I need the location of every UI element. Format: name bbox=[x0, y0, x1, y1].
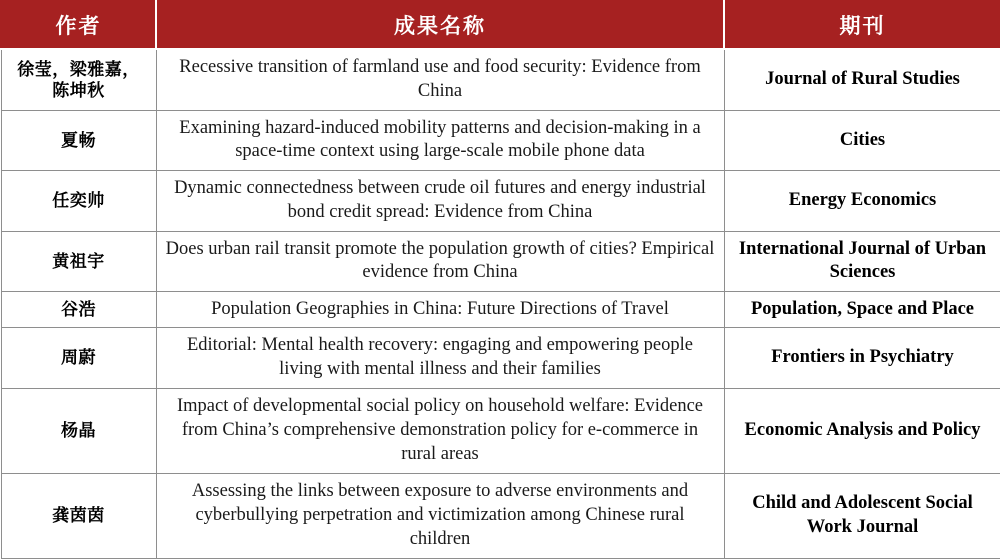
cell-title: Impact of developmental social policy on household welfare: Evidence from China’s comprehensive demonstration policy for e-commerce in rural areas bbox=[156, 388, 724, 473]
table-header bbox=[1, 1, 1000, 49]
cell-author: 任奕帅 bbox=[1, 171, 156, 232]
cell-journal: Frontiers in Psychiatry bbox=[724, 328, 1000, 389]
cell-journal: International Journal of Urban Sciences bbox=[724, 231, 1000, 292]
cell-title: Does urban rail transit promote the population growth of cities? Empirical evidence from China bbox=[156, 231, 724, 292]
table-body bbox=[1, 49, 1000, 559]
cell-author: 杨晶 bbox=[1, 388, 156, 473]
cell-author: 徐莹，梁雅嘉，陈坤秋 bbox=[1, 49, 156, 110]
table-row bbox=[1, 110, 1000, 171]
cell-title: Examining hazard-induced mobility patterns and decision-making in a space-time context using large-scale mobile phone data bbox=[156, 110, 724, 171]
cell-journal: Cities bbox=[724, 110, 1000, 171]
column-header-title: 成果名称 bbox=[156, 1, 724, 49]
table-row bbox=[1, 292, 1000, 328]
cell-title: Editorial: Mental health recovery: engaging and empowering people living with mental illness and their families bbox=[156, 328, 724, 389]
table-row bbox=[1, 231, 1000, 292]
cell-title: Dynamic connectedness between crude oil futures and energy industrial bond credit spread: Evidence from China bbox=[156, 171, 724, 232]
cell-title: Recessive transition of farmland use and food security: Evidence from China bbox=[156, 49, 724, 110]
cell-title: Assessing the links between exposure to adverse environments and cyberbullying perpetration and victimization among Chinese rural children bbox=[156, 473, 724, 558]
table-header-row bbox=[1, 1, 1000, 49]
table-row bbox=[1, 473, 1000, 558]
cell-author: 谷浩 bbox=[1, 292, 156, 328]
table-row bbox=[1, 328, 1000, 389]
cell-journal: Energy Economics bbox=[724, 171, 1000, 232]
table-row bbox=[1, 171, 1000, 232]
cell-journal: Journal of Rural Studies bbox=[724, 49, 1000, 110]
cell-author: 龚茵茵 bbox=[1, 473, 156, 558]
cell-author: 周蔚 bbox=[1, 328, 156, 389]
table-row bbox=[1, 388, 1000, 473]
cell-journal: Population, Space and Place bbox=[724, 292, 1000, 328]
table-row bbox=[1, 49, 1000, 110]
cell-author: 黄祖宇 bbox=[1, 231, 156, 292]
cell-author: 夏畅 bbox=[1, 110, 156, 171]
cell-journal: Child and Adolescent Social Work Journal bbox=[724, 473, 1000, 558]
cell-title: Population Geographies in China: Future Directions of Travel bbox=[156, 292, 724, 328]
cell-journal: Economic Analysis and Policy bbox=[724, 388, 1000, 473]
column-header-journal: 期刊 bbox=[724, 1, 1000, 49]
column-header-author: 作者 bbox=[1, 1, 156, 49]
